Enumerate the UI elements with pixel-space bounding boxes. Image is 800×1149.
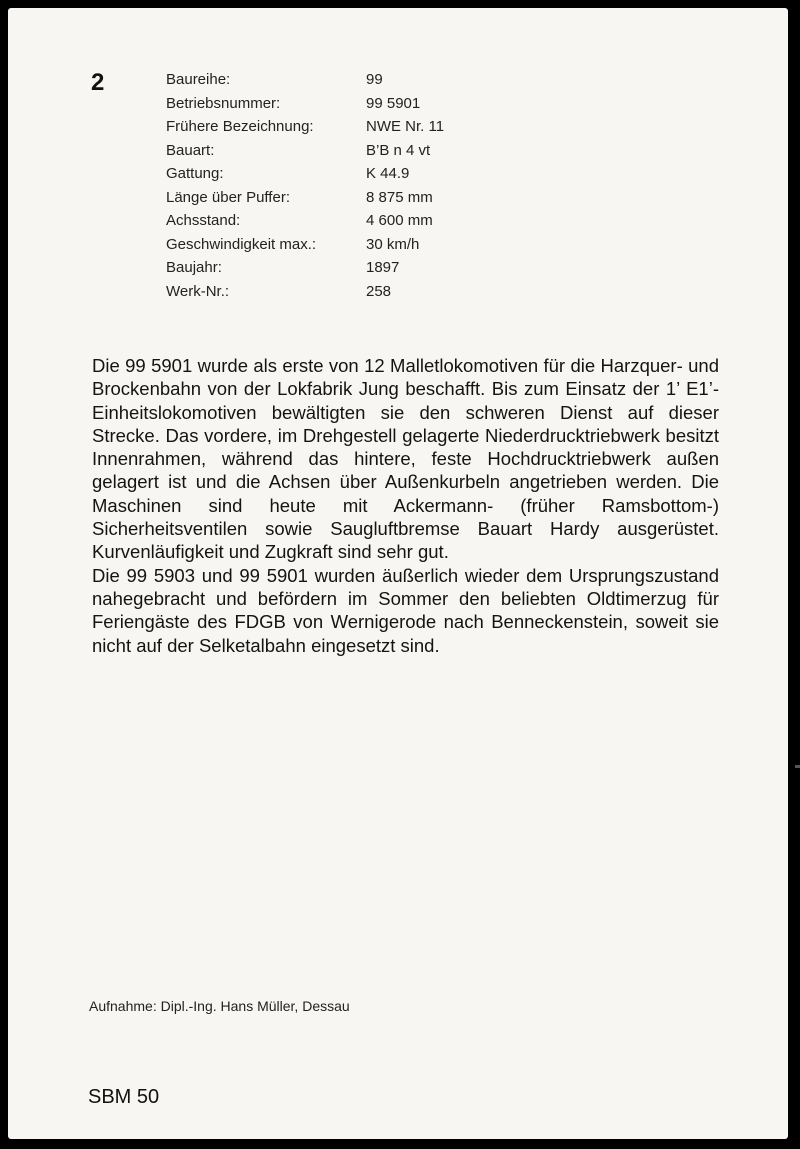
spec-label: Bauart:: [166, 141, 215, 159]
edge-mark: [795, 765, 800, 768]
description-text: [92, 354, 719, 657]
spec-label: Achsstand:: [166, 212, 241, 229]
spec-row: [166, 162, 444, 186]
spec-value: 99 5901: [366, 94, 421, 112]
spec-row: [166, 209, 444, 233]
spec-label: Geschwindigkeit max.:: [166, 235, 317, 253]
spec-label: Länge über Puffer:: [166, 188, 290, 206]
photo-credit: Aufnahme: Dipl.-Ing. Hans Müller, Dessau: [89, 998, 350, 1014]
spec-row: [166, 256, 444, 280]
spec-row: [166, 233, 444, 257]
spec-row: [166, 280, 444, 304]
spec-label: Gattung:: [166, 165, 224, 182]
spec-value: 1897: [366, 259, 400, 276]
spec-value: 258: [366, 282, 392, 300]
spec-row: [166, 115, 444, 139]
spec-value: 30 km/h: [366, 235, 420, 253]
spec-label: Baujahr:: [166, 259, 222, 276]
spec-row: [166, 186, 444, 210]
spec-label: Baureihe:: [166, 71, 231, 88]
spec-value: B’B n 4 vt: [366, 141, 431, 159]
spec-row: [166, 68, 444, 92]
spec-row: [166, 139, 444, 163]
spec-label: Betriebsnummer:: [166, 94, 281, 112]
series-code: SBM 50: [88, 1086, 160, 1108]
spec-table: [166, 68, 444, 303]
spec-value: K 44.9: [366, 165, 410, 182]
spec-value: NWE Nr. 11: [366, 118, 445, 135]
spec-label: Werk-Nr.:: [166, 282, 230, 300]
spec-value: 4 600 mm: [366, 212, 433, 229]
spec-label: Frühere Bezeichnung:: [166, 118, 314, 135]
card-number: 2: [91, 69, 105, 96]
description-paragraph: Die 99 5901 wurde als erste von 12 Malletlokomotiven für die Harzquer- und Brockenbahn von der Lokfabrik Jung beschafft. Bis zum Einsatz der 1’ E1’-Einheitslokomotiven bewältigten sie den schweren Dienst auf dieser Strecke. Das vordere, im Drehgestell gelagerte Niederdrucktriebwerk besitzt Innenrahmen, während das hintere, feste Hochdrucktriebwerk außen gelagert ist und die Achsen über Außenkurbeln angetrieben werden. Die Maschinen sind heute mit Ackermann- (früher Ramsbottom-) Sicherheitsventilen sowie Saugluftbremse Bauart Hardy ausgerüstet. Kurvenläufigkeit und Zugkraft sind sehr gut.: [92, 355, 719, 563]
spec-value: 99: [366, 71, 383, 88]
spec-value: 8 875 mm: [366, 188, 433, 206]
description-paragraph: Die 99 5903 und 99 5901 wurden äußerlich wieder dem Ursprungszustand nahegebracht und befördern im Sommer den beliebten Oldtimerzug für Feriengäste des FDGB von Wernigerode nach Benneckenstein, soweit sie nicht auf der Selketalbahn eingesetzt sind.: [92, 564, 719, 656]
spec-row: [166, 92, 444, 116]
postcard-back: [8, 8, 788, 1139]
